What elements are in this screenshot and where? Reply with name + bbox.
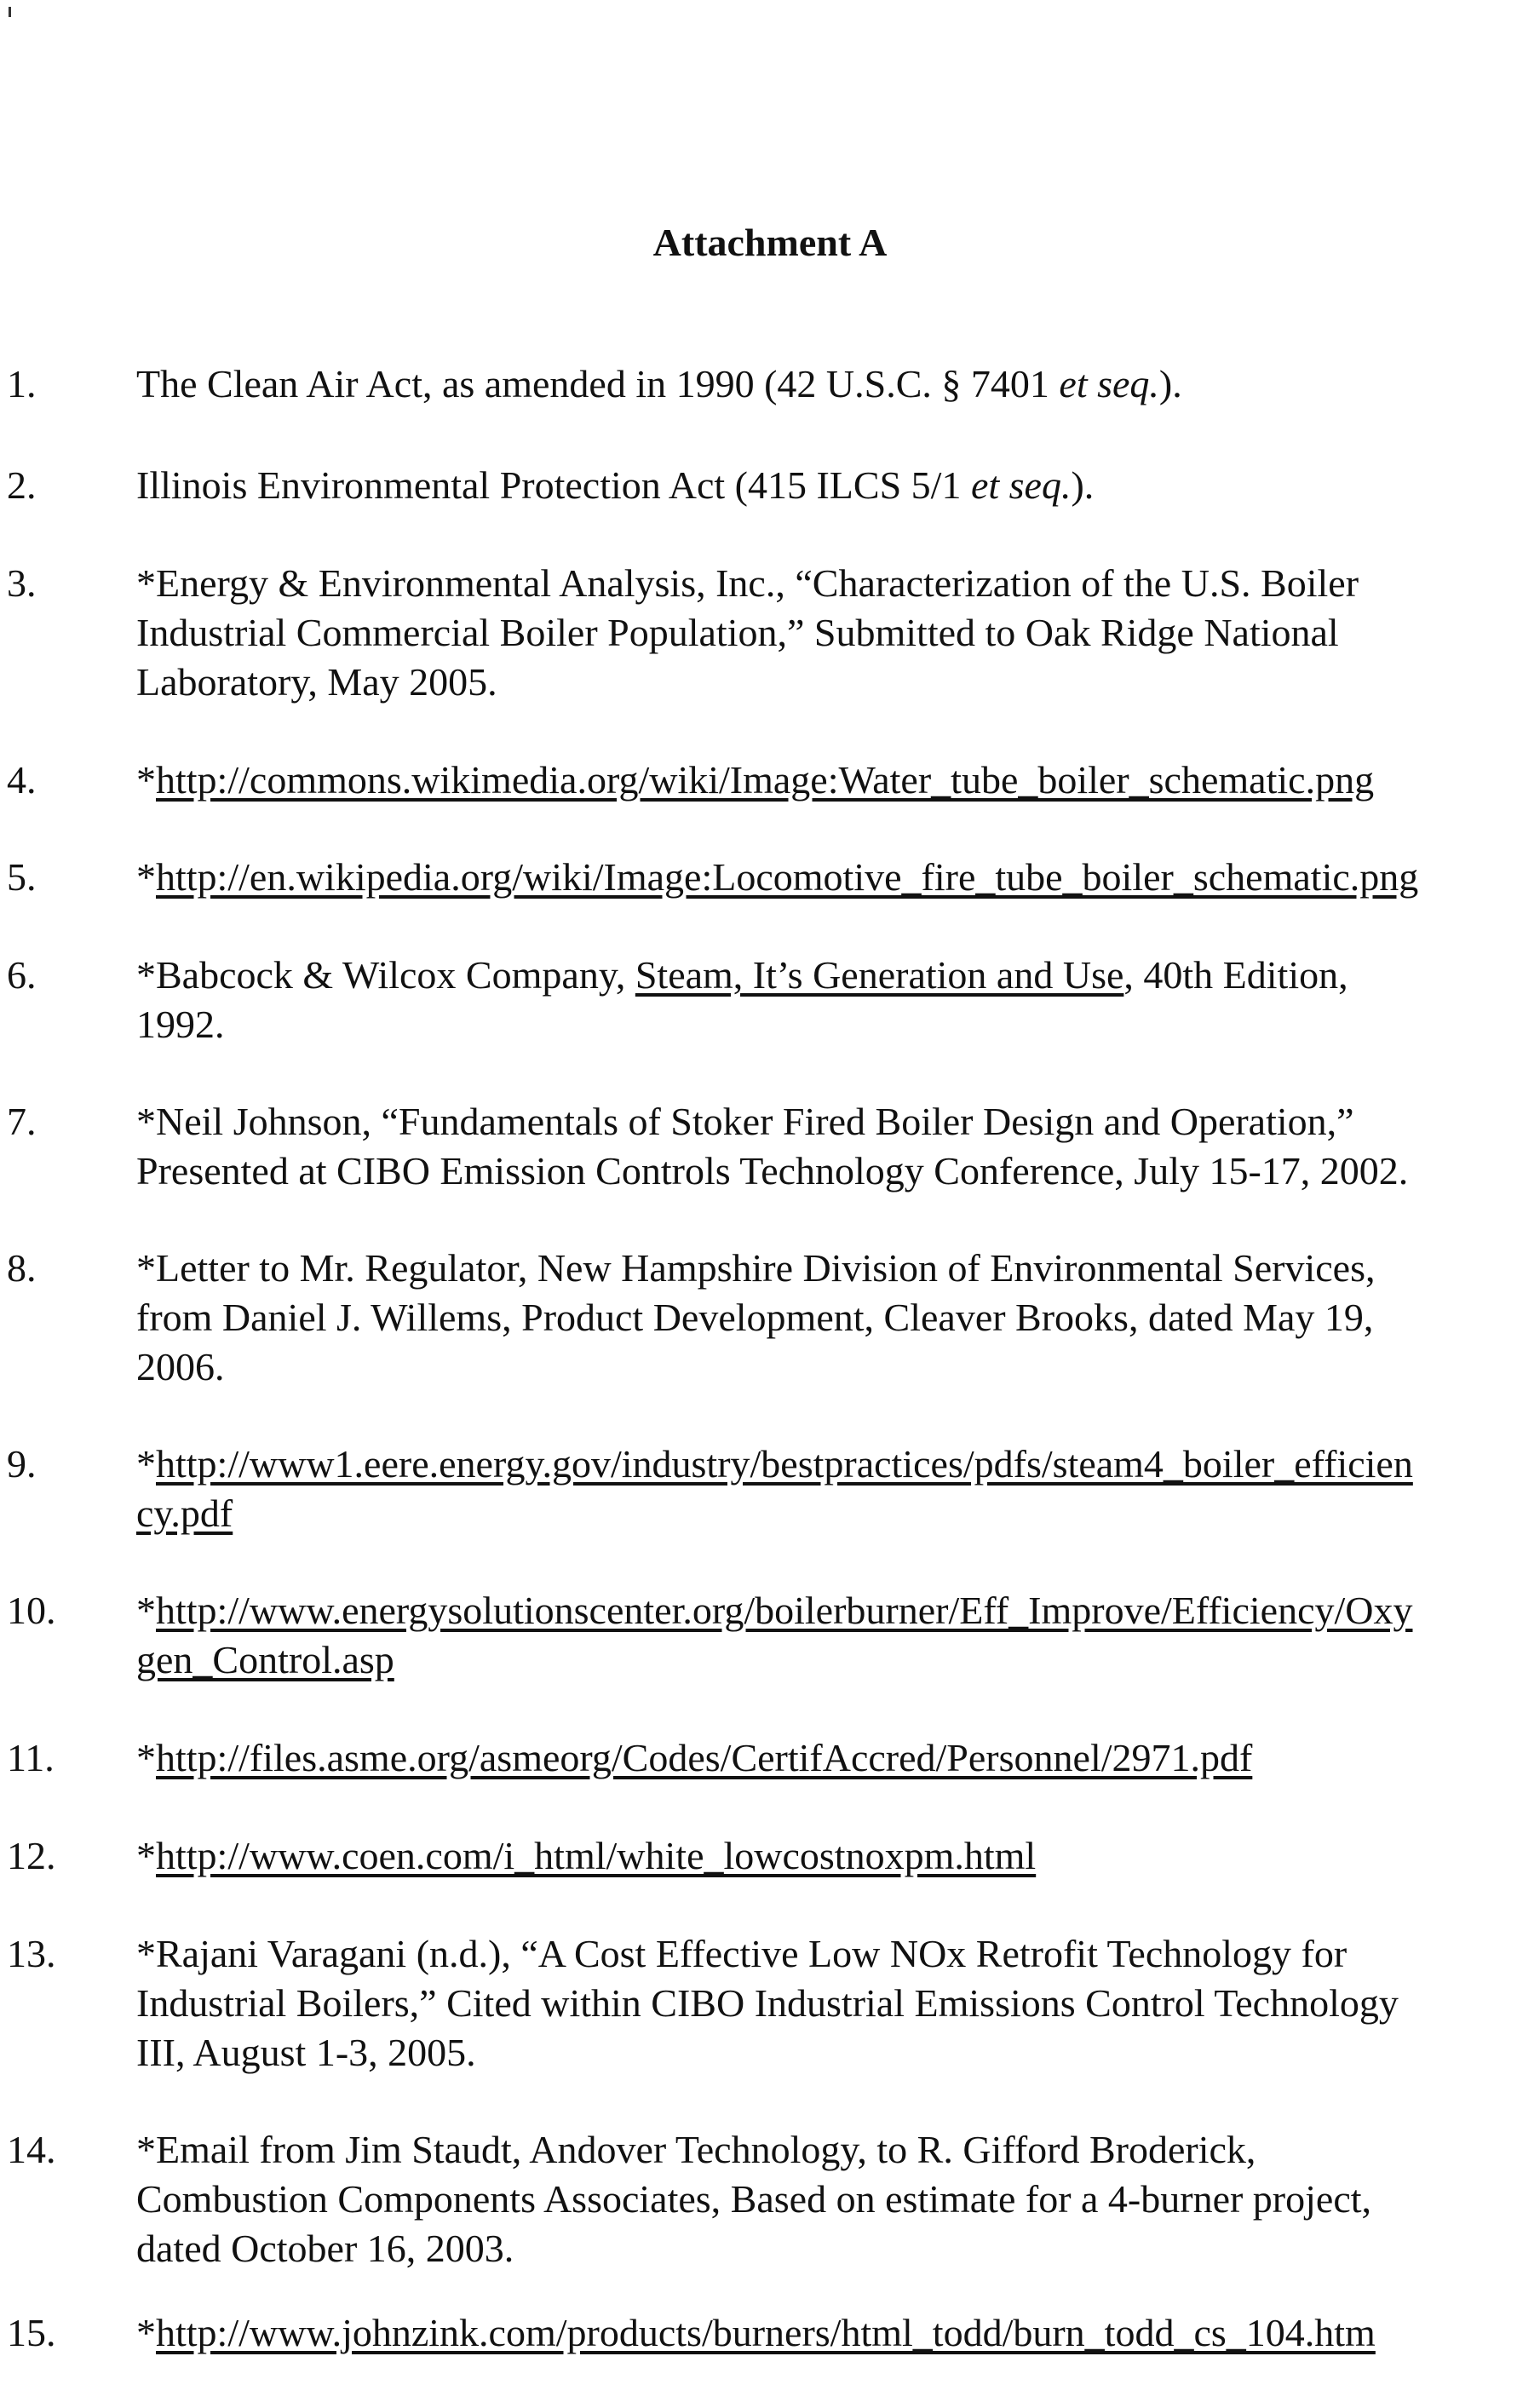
reference-text xyxy=(136,559,1533,707)
page-title: Attachment A xyxy=(652,221,888,264)
book-title: Steam, It’s Generation and Use xyxy=(635,953,1124,997)
reference-number: 8. xyxy=(7,1246,37,1290)
asterisk: * xyxy=(136,855,156,899)
reference-text xyxy=(136,1440,1533,1538)
asterisk: * xyxy=(136,758,156,802)
reference-text xyxy=(136,2125,1533,2273)
reference-line: Combustion Components Associates, Based on estimate for a 4-burner project, xyxy=(136,2177,1372,2221)
reference-text-part: The Clean Air Act, as amended in 1990 (42 U.S.C. § 7401 xyxy=(136,362,1060,405)
asterisk: * xyxy=(136,1589,156,1632)
reference-number: 2. xyxy=(7,463,37,507)
reference-number: 3. xyxy=(7,561,37,605)
reference-link-continued[interactable]: cy.pdf xyxy=(136,1491,233,1535)
reference-link[interactable]: http://www.energysolutionscenter.org/boilerburner/Eff_Improve/Efficiency/Oxy xyxy=(156,1589,1413,1632)
reference-line: Industrial Boilers,” Cited within CIBO Industrial Emissions Control Technology xyxy=(136,1981,1399,2025)
reference-line: Presented at CIBO Emission Controls Technology Conference, July 15-17, 2002. xyxy=(136,1149,1409,1192)
reference-line: from Daniel J. Willems, Product Development, Cleaver Brooks, dated May 19, xyxy=(136,1296,1374,1339)
reference-number: 7. xyxy=(7,1100,37,1143)
reference-text xyxy=(136,1831,1533,1881)
reference-text xyxy=(136,1586,1533,1685)
reference-number: 15. xyxy=(7,2311,56,2354)
reference-text-part: ). xyxy=(1071,463,1095,507)
reference-text xyxy=(136,1733,1533,1783)
reference-link[interactable]: http://www.coen.com/i_html/white_lowcostnoxpm.html xyxy=(156,1834,1037,1877)
reference-number: 10. xyxy=(7,1589,56,1632)
reference-line: Laboratory, May 2005. xyxy=(136,660,497,704)
reference-line: 2006. xyxy=(136,1345,225,1388)
reference-line: III, August 1-3, 2005. xyxy=(136,2031,476,2074)
reference-text xyxy=(136,951,1533,1049)
reference-number: 12. xyxy=(7,1834,56,1877)
asterisk: * xyxy=(136,1442,156,1486)
reference-text-part: , 40th Edition, xyxy=(1123,953,1348,997)
reference-text xyxy=(136,1929,1533,2078)
reference-line: *Letter to Mr. Regulator, New Hampshire Division of Environmental Services, xyxy=(136,1246,1376,1290)
reference-text-part: ). xyxy=(1158,362,1182,405)
reference-number: 5. xyxy=(7,855,37,899)
reference-link[interactable]: http://en.wikipedia.org/wiki/Image:Locomotive_fire_tube_boiler_schematic.png xyxy=(156,855,1419,899)
reference-text xyxy=(136,359,1533,409)
reference-link[interactable]: http://www1.eere.energy.gov/industry/bestpractices/pdfs/steam4_boiler_efficien xyxy=(156,1442,1413,1486)
reference-link[interactable]: http://www.johnzink.com/products/burners/html_todd/burn_todd_cs_104.htm xyxy=(156,2311,1376,2354)
reference-number: 11. xyxy=(7,1736,55,1779)
reference-number: 13. xyxy=(7,1932,56,1975)
reference-number: 14. xyxy=(7,2128,56,2171)
reference-number: 6. xyxy=(7,953,37,997)
reference-text xyxy=(136,1244,1533,1392)
reference-line: *Email from Jim Staudt, Andover Technology, to R. Gifford Broderick, xyxy=(136,2128,1256,2171)
reference-text xyxy=(136,1097,1533,1196)
reference-line: *Energy & Environmental Analysis, Inc., “Characterization of the U.S. Boiler xyxy=(136,561,1359,605)
reference-text-part: Illinois Environmental Protection Act (415 ILCS 5/1 xyxy=(136,463,971,507)
scan-mark xyxy=(9,7,11,17)
reference-text-part: *Babcock & Wilcox Company, xyxy=(136,953,635,997)
reference-text xyxy=(136,461,1533,510)
reference-line: *Rajani Varagani (n.d.), “A Cost Effective Low NOx Retrofit Technology for xyxy=(136,1932,1348,1975)
reference-number: 1. xyxy=(7,362,37,405)
reference-line: 1992. xyxy=(136,1003,225,1046)
reference-text xyxy=(136,853,1533,902)
reference-number: 4. xyxy=(7,758,37,802)
reference-italic: et seq. xyxy=(1059,362,1159,405)
reference-link[interactable]: http://files.asme.org/asmeorg/Codes/CertifAccred/Personnel/2971.pdf xyxy=(156,1736,1253,1779)
reference-number: 9. xyxy=(7,1442,37,1486)
reference-italic: et seq. xyxy=(970,463,1072,507)
reference-line: Industrial Commercial Boiler Population,” Submitted to Oak Ridge National xyxy=(136,611,1339,654)
asterisk: * xyxy=(136,2311,156,2354)
reference-text xyxy=(136,2308,1533,2358)
reference-line: *Neil Johnson, “Fundamentals of Stoker Fired Boiler Design and Operation,” xyxy=(136,1100,1354,1143)
reference-text xyxy=(136,756,1533,805)
asterisk: * xyxy=(136,1834,156,1877)
reference-line: dated October 16, 2003. xyxy=(136,2227,514,2270)
reference-link-continued[interactable]: gen_Control.asp xyxy=(136,1638,394,1681)
asterisk: * xyxy=(136,1736,156,1779)
reference-link[interactable]: http://commons.wikimedia.org/wiki/Image:Water_tube_boiler_schematic.png xyxy=(156,758,1375,802)
